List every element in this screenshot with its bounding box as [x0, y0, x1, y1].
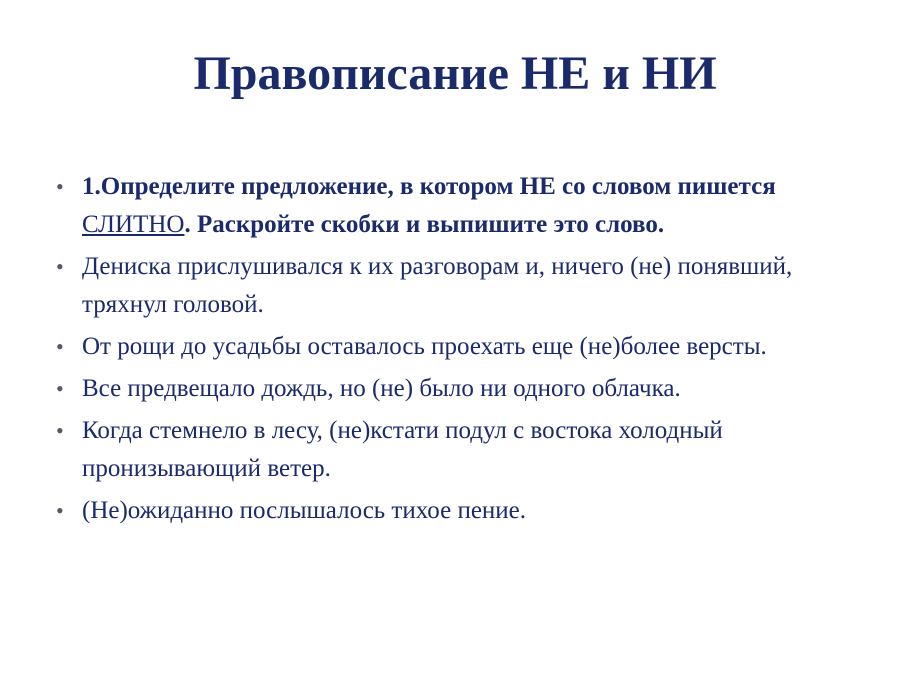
option-item-1	[50, 248, 850, 324]
bullet-icon: •	[56, 254, 64, 279]
bullet-icon: •	[56, 498, 64, 523]
bullet-icon: •	[56, 418, 64, 443]
option-text: (Не)ожиданно послышалось тихое пение.	[82, 497, 527, 524]
option-text: Когда стемнело в лесу, (не)кстати подул с востока холодный пронизывающий ветер.	[82, 417, 723, 482]
task-text-part1: 1.Определите предложение, в котором НЕ со словом пишется	[82, 173, 776, 200]
option-text: От рощи до усадьбы оставалось проехать еще (не)более версты.	[82, 333, 767, 360]
option-text: Все предвещало дождь, но (не) было ни одного облачка.	[82, 375, 681, 402]
option-item-2	[50, 328, 850, 366]
slide-title: Правописание НЕ и НИ	[193, 47, 717, 100]
bullet-icon: •	[56, 376, 64, 401]
bullet-icon: •	[56, 334, 64, 359]
bullet-icon: •	[56, 174, 64, 199]
task-text-part2: . Раскройте скобки и выпишите это слово.	[184, 211, 665, 238]
task-item	[50, 168, 850, 244]
option-item-3	[50, 370, 850, 408]
bullet-list	[50, 168, 850, 534]
option-item-5	[50, 492, 850, 530]
option-item-4	[50, 412, 850, 488]
task-emphasis: СЛИТНО	[82, 211, 185, 238]
option-text: Дениска прислушивался к их разговорам и, ничего (не) понявший, тряхнул головой.	[82, 253, 793, 318]
